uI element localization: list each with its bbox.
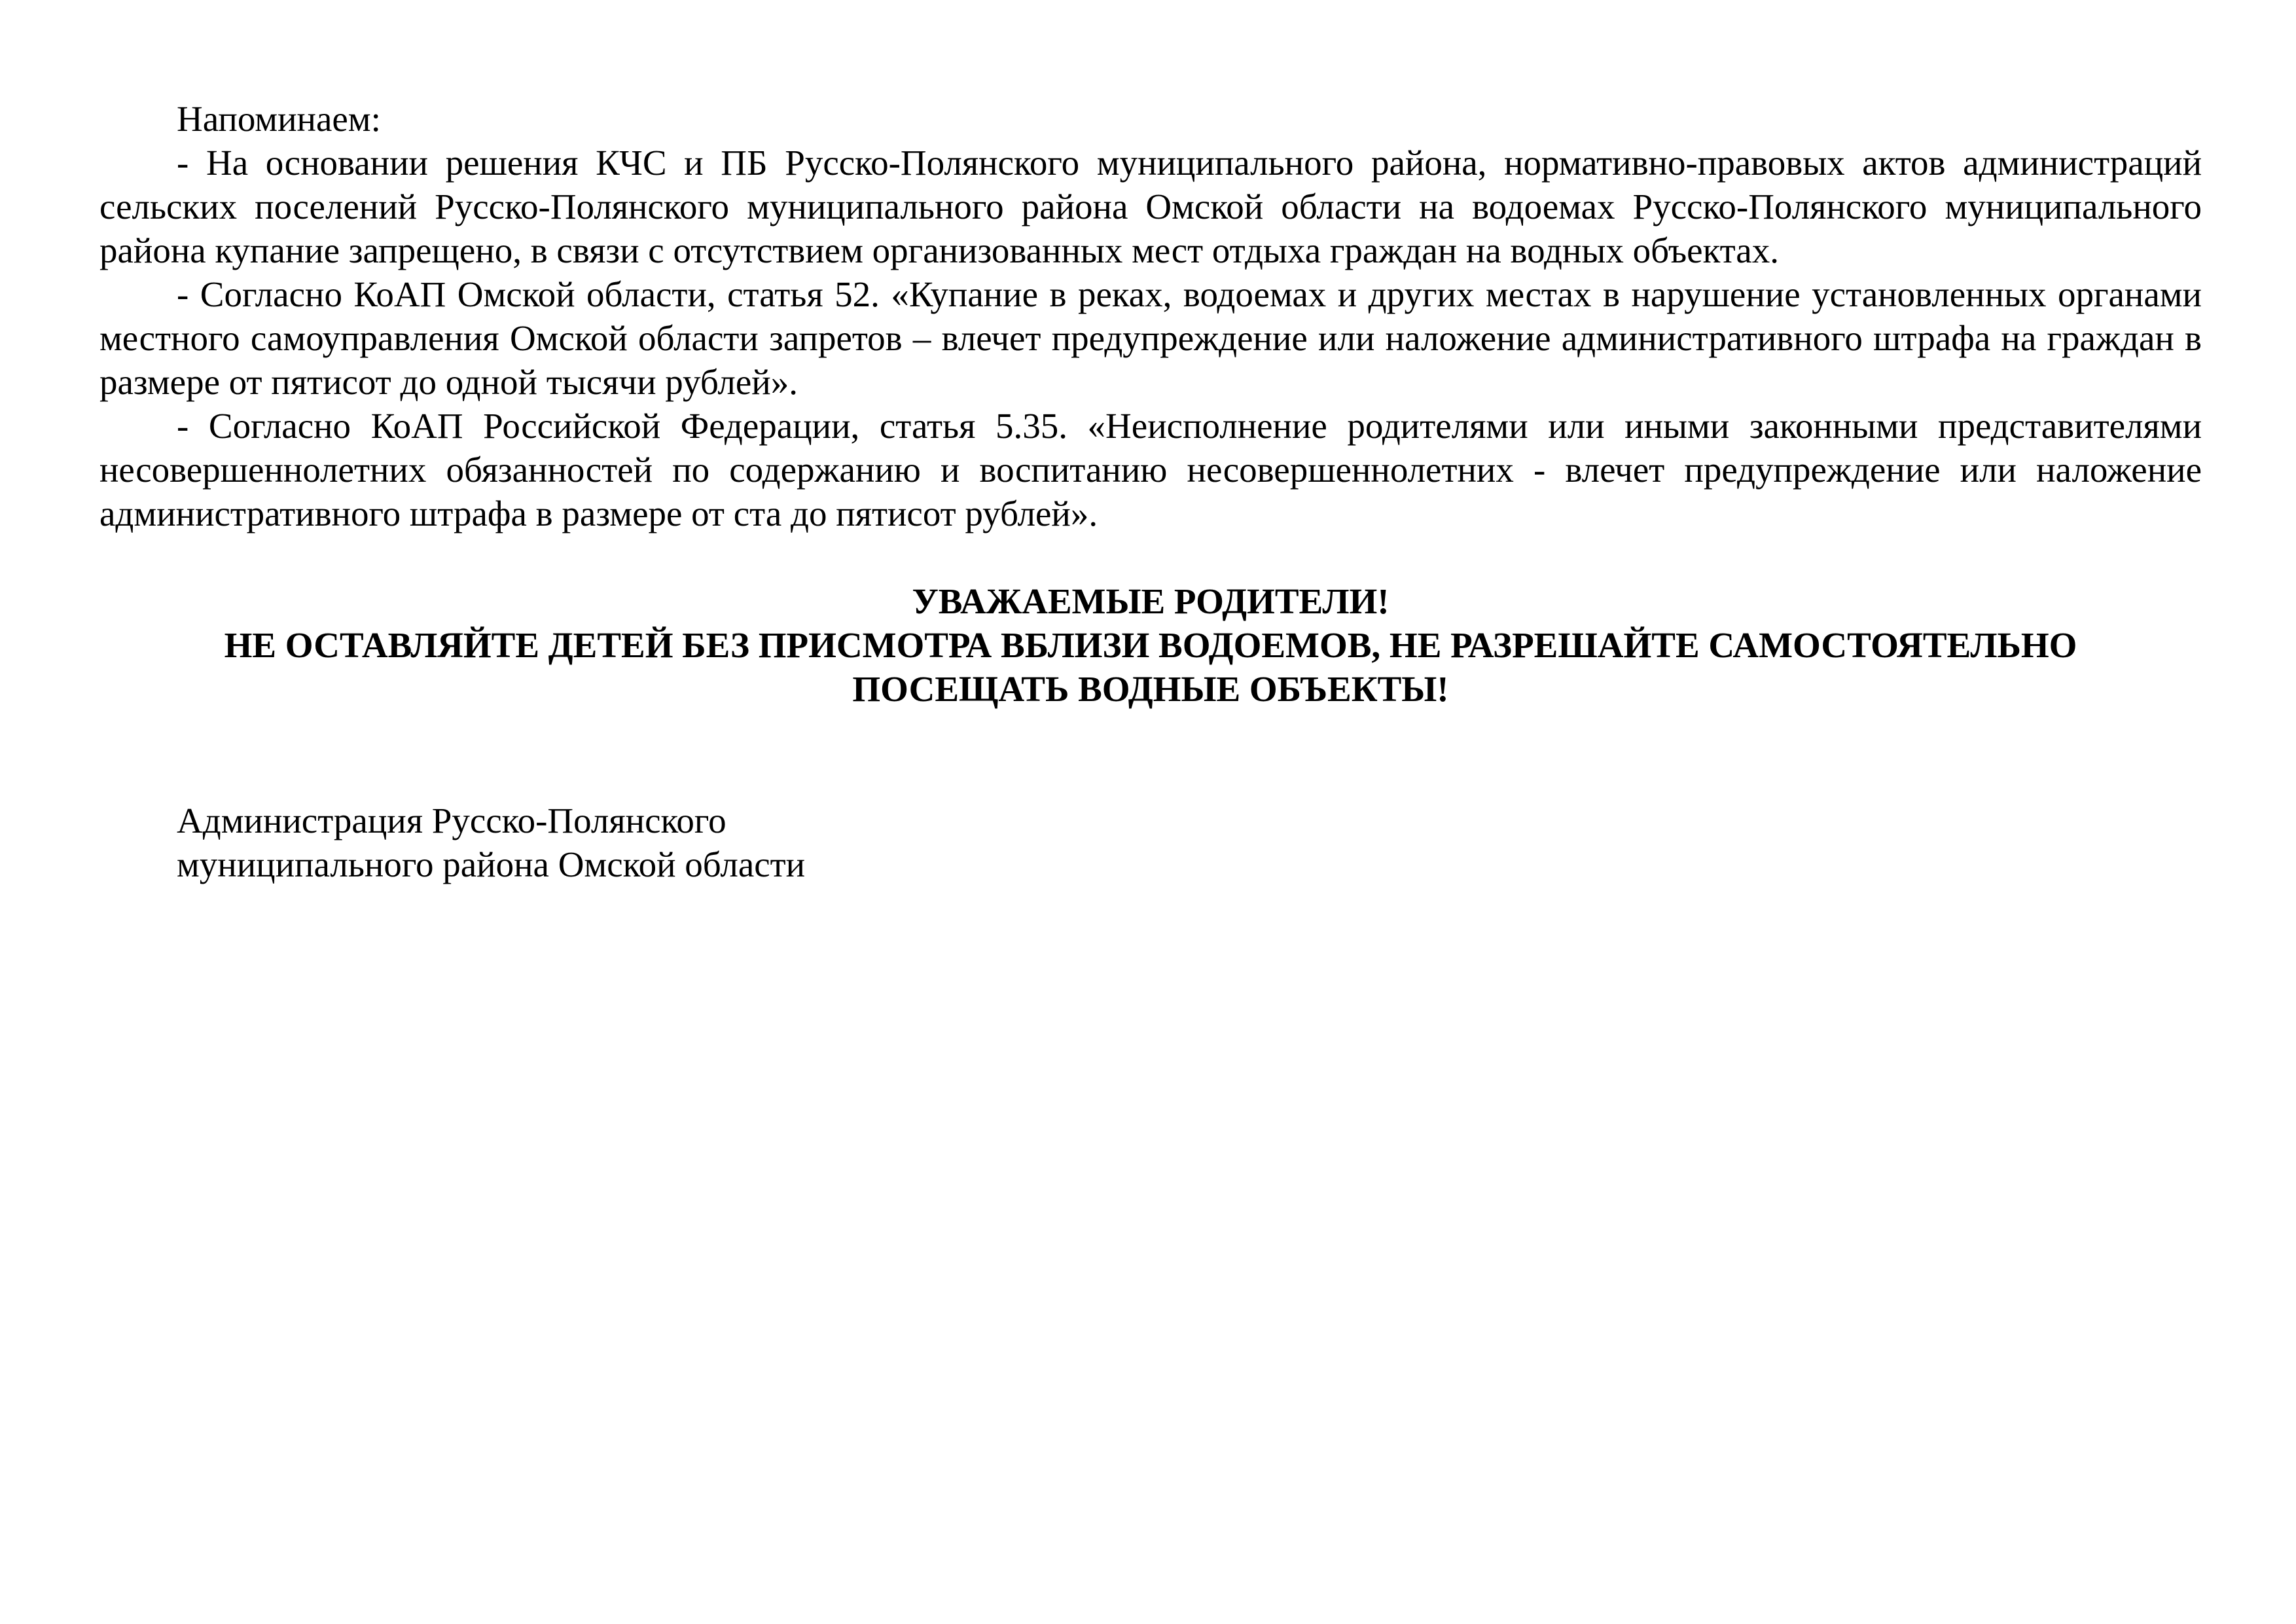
warning-heading: УВАЖАЕМЫЕ РОДИТЕЛИ! — [912, 581, 1390, 621]
paragraph-federal-koap: - Согласно КоАП Российской Федерации, статья 5.35. «Неисполнение родителями или иными законными представителями несовершеннолетних обязанностей по содержанию и воспитанию несовершеннолетних - влечет предупреждение или наложение административного штрафа в размере от ста до пятисот рублей». — [99, 406, 2202, 533]
intro-text: Напоминаем: — [177, 99, 381, 139]
warning-line-3: ПОСЕЩАТЬ ВОДНЫЕ ОБЪЕКТЫ! — [852, 669, 1449, 709]
paragraph-swimming-ban: - На основании решения КЧС и ПБ Русско-Полянского муниципального района, нормативно-правовых актов администраций сельских поселений Русско-Полянского муниципального района Омской области на водоемах Русско-Полянского муниципального района купание запрещено, в связи с отсутствием организованных мест отдыха граждан на водных объектах. — [99, 143, 2202, 270]
document-page — [99, 97, 2202, 886]
warning-line-2: НЕ ОСТАВЛЯЙТЕ ДЕТЕЙ БЕЗ ПРИСМОТРА ВБЛИЗИ ВОДОЕМОВ, НЕ РАЗРЕШАЙТЕ САМОСТОЯТЕЛЬНО — [224, 625, 2077, 665]
signature-line-1: Администрация Русско-Полянского — [177, 801, 726, 840]
signature-line-2: муниципального района Омской области — [177, 844, 806, 884]
paragraph-regional-koap: - Согласно КоАП Омской области, статья 52. «Купание в реках, водоемах и других местах в нарушение установленных органами местного самоуправления Омской области запретов – влечет предупреждение или наложение административного штрафа на граждан в размере от пятисот до одной тысячи рублей». — [99, 274, 2202, 402]
signature-block — [99, 799, 2202, 886]
parents-warning — [99, 579, 2202, 711]
